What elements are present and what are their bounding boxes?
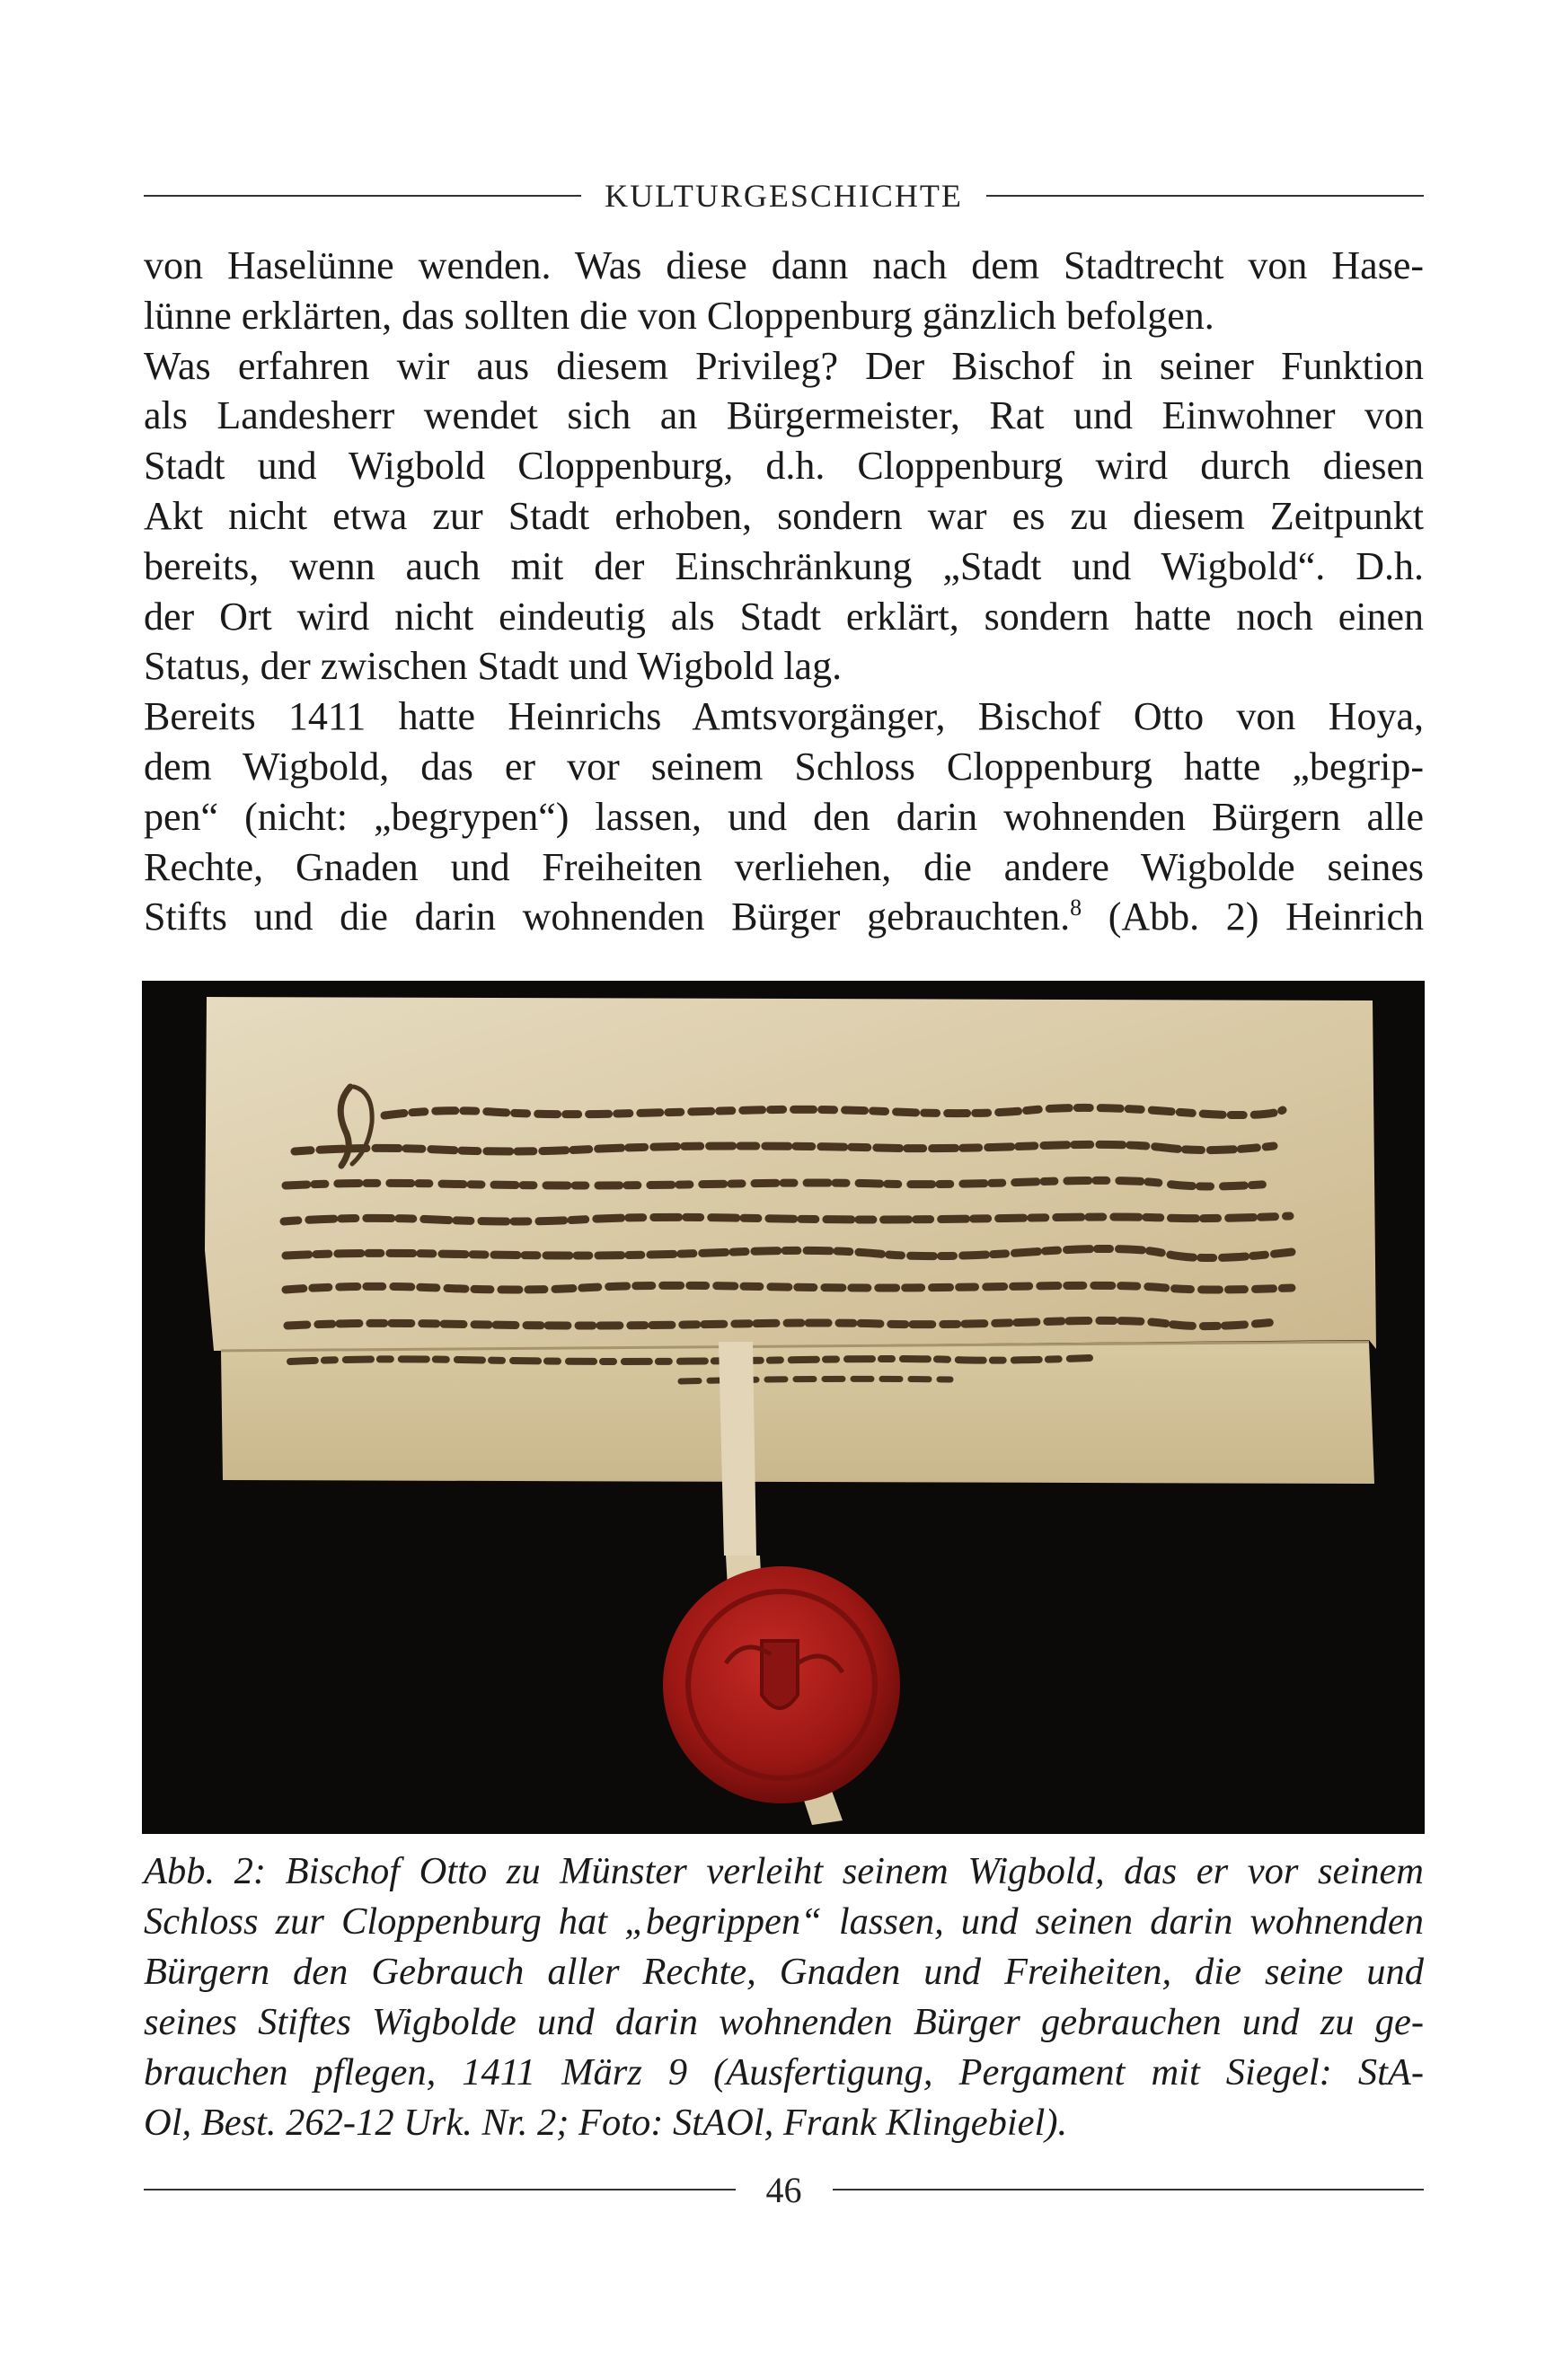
text-line: Rechte, Gnaden und Freiheiten verliehen, die andere Wigbolde seines [144, 844, 1424, 889]
text-line-with-footnote [144, 892, 1424, 942]
paragraph-3 [144, 692, 1424, 942]
paragraph-2 [144, 341, 1424, 692]
running-title: KULTURGESCHICHTE [605, 178, 963, 214]
caption-line: Abb. 2: Bischof Otto zu Münster verleiht seinem Wigbold, das er vor seinem [144, 1850, 1424, 1892]
header-rule-right [986, 195, 1424, 197]
text-line: Was erfahren wir aus diesem Privileg? Der Bischof in seiner Funktion [144, 343, 1424, 388]
text-line-part: (Abb. 2) Heinrich [1082, 895, 1425, 939]
text-line: der Ort wird nicht eindeutig als Stadt erklärt, sondern hatte noch einen [144, 594, 1424, 639]
text-line-part: Stifts und die darin wohnenden Bürger gebrauchten. [144, 895, 1071, 939]
caption-line: Ol, Best. 262-12 Urk. Nr. 2; Foto: StAOl, Frank Klingebiel). [144, 2102, 1068, 2144]
text-line: als Landesherr wendet sich an Bürgermeister, Rat und Einwohner von [144, 393, 1424, 438]
caption-line: brauchen pflegen, 1411 März 9 (Ausfertigung, Pergament mit Siegel: StA- [144, 2051, 1424, 2094]
text-line: dem Wigbold, das er vor seinem Schloss Cloppenburg hatte „begrip- [144, 744, 1424, 789]
charter-illustration [142, 981, 1425, 1834]
running-header [144, 169, 1424, 223]
text-line: Akt nicht etwa zur Stadt erhoben, sondern war es zu diesem Zeitpunkt [144, 493, 1424, 538]
page-number: 46 [765, 2169, 802, 2210]
seal-strap [719, 1342, 756, 1556]
text-line: Status, der zwischen Stadt und Wigbold lag. [144, 644, 843, 689]
text-line: Stadt und Wigbold Cloppenburg, d.h. Cloppenburg wird durch diesen [144, 444, 1424, 489]
caption-line: Bürgern den Gebrauch aller Rechte, Gnaden und Freiheiten, die seine und [144, 1951, 1424, 1993]
text-line: bereits, wenn auch mit der Einschränkung „Stadt und Wigbold“. D.h. [144, 543, 1424, 588]
caption-line: seines Stiftes Wigbolde und darin wohnenden Bürger gebrauchen und zu ge- [144, 2001, 1424, 2043]
parchment-sheet [205, 997, 1376, 1351]
text-line: lünne erklärten, das sollten die von Cloppenburg gänzlich befolgen. [144, 293, 1214, 338]
footer-rule-left [144, 2189, 736, 2190]
footer-rule-right [833, 2189, 1425, 2190]
text-line: von Haselünne wenden. Was diese dann nach dem Stadtrecht von Hase- [144, 243, 1424, 287]
figure-caption [144, 1847, 1424, 2148]
text-line: pen“ (nicht: „begrypen“) lassen, und den darin wohnenden Bürgern alle [144, 794, 1424, 839]
paragraph-1 [144, 241, 1424, 341]
footnote-marker: 8 [1070, 895, 1082, 921]
header-rule-left [144, 195, 581, 197]
caption-line: Schloss zur Cloppenburg hat „begrippen“ lassen, und seinen darin wohnenden [144, 1900, 1424, 1943]
body-text [144, 241, 1424, 942]
text-line: Bereits 1411 hatte Heinrichs Amtsvorgänger, Bischof Otto von Hoya, [144, 694, 1424, 739]
charter-photograph [142, 981, 1425, 1834]
page-footer [144, 2163, 1424, 2217]
